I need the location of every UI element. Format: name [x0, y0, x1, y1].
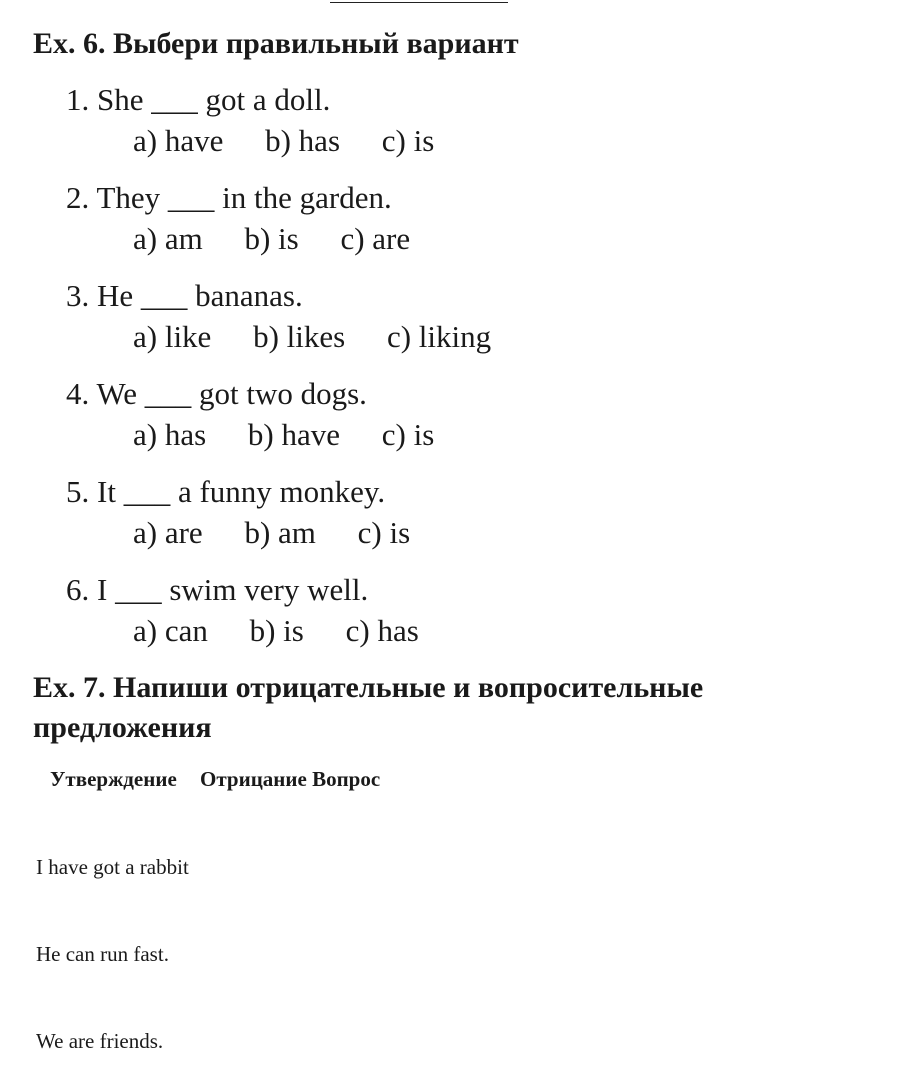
question-1 [66, 82, 330, 118]
column-headers [50, 766, 380, 792]
question-text-before: It [97, 474, 116, 509]
question-3 [66, 278, 303, 314]
answer-blank: ___ [123, 474, 171, 509]
question-text-after: a funny monkey. [177, 474, 386, 509]
question-number: 1. [66, 82, 90, 117]
options-4 [133, 417, 468, 453]
options-5 [133, 515, 444, 551]
question-number: 6. [66, 572, 90, 607]
column-header-question: Вопрос [312, 767, 381, 791]
question-text-before: They [96, 180, 161, 215]
option-a: a) can [133, 613, 208, 648]
options-3 [133, 319, 525, 355]
question-5 [66, 474, 385, 510]
exercise-6-title: Ex. 6. Выбери правильный вариант [33, 27, 519, 60]
question-number: 3. [66, 278, 90, 313]
question-6 [66, 572, 368, 608]
question-text-after: got two dogs. [199, 376, 367, 411]
options-2 [133, 221, 444, 257]
question-text-after: in the garden. [222, 180, 392, 215]
question-text-before: We [96, 376, 137, 411]
question-number: 5. [66, 474, 90, 509]
question-text-after: bananas. [195, 278, 303, 313]
question-number: 2. [66, 180, 90, 215]
option-c: c) has [345, 613, 419, 648]
question-4 [66, 376, 367, 412]
option-b: b) has [265, 123, 341, 158]
question-text-before: I [97, 572, 108, 607]
option-b: b) likes [253, 319, 346, 354]
column-header-negative: Отрицание [200, 767, 307, 791]
option-b: b) is [244, 221, 299, 256]
answer-blank: ___ [140, 278, 188, 313]
column-header-statement: Утверждение [50, 767, 177, 791]
question-text-before: She [97, 82, 144, 117]
option-a: a) am [133, 221, 203, 256]
answer-blank: ___ [151, 82, 198, 117]
option-c: c) is [381, 123, 435, 158]
statement-3: We are friends. [36, 1029, 164, 1053]
option-a: a) has [133, 417, 207, 452]
option-b: b) am [244, 515, 316, 550]
statement-1: I have got a rabbit [36, 855, 189, 879]
option-c: c) is [381, 417, 435, 452]
question-text-after: swim very well. [169, 572, 369, 607]
options-6 [133, 613, 453, 649]
option-b: b) have [247, 417, 340, 452]
question-text-before: He [97, 278, 134, 313]
top-rule-line [330, 2, 508, 3]
option-c: c) liking [386, 319, 492, 354]
option-b: b) is [249, 613, 304, 648]
options-1 [133, 123, 468, 159]
option-a: a) have [133, 123, 224, 158]
option-a: a) are [133, 515, 203, 550]
exercise-7-title: Ex. 7. Напиши отрицательные и вопросительные предложения [33, 671, 704, 744]
answer-blank: ___ [144, 376, 192, 411]
option-a: a) like [133, 319, 212, 354]
answer-blank: ___ [167, 180, 215, 215]
option-c: c) is [357, 515, 411, 550]
statement-2: He can run fast. [36, 942, 169, 966]
option-c: c) are [340, 221, 411, 256]
question-text-after: got a doll. [205, 82, 331, 117]
answer-blank: ___ [115, 572, 162, 607]
question-2 [66, 180, 392, 216]
question-number: 4. [66, 376, 90, 411]
